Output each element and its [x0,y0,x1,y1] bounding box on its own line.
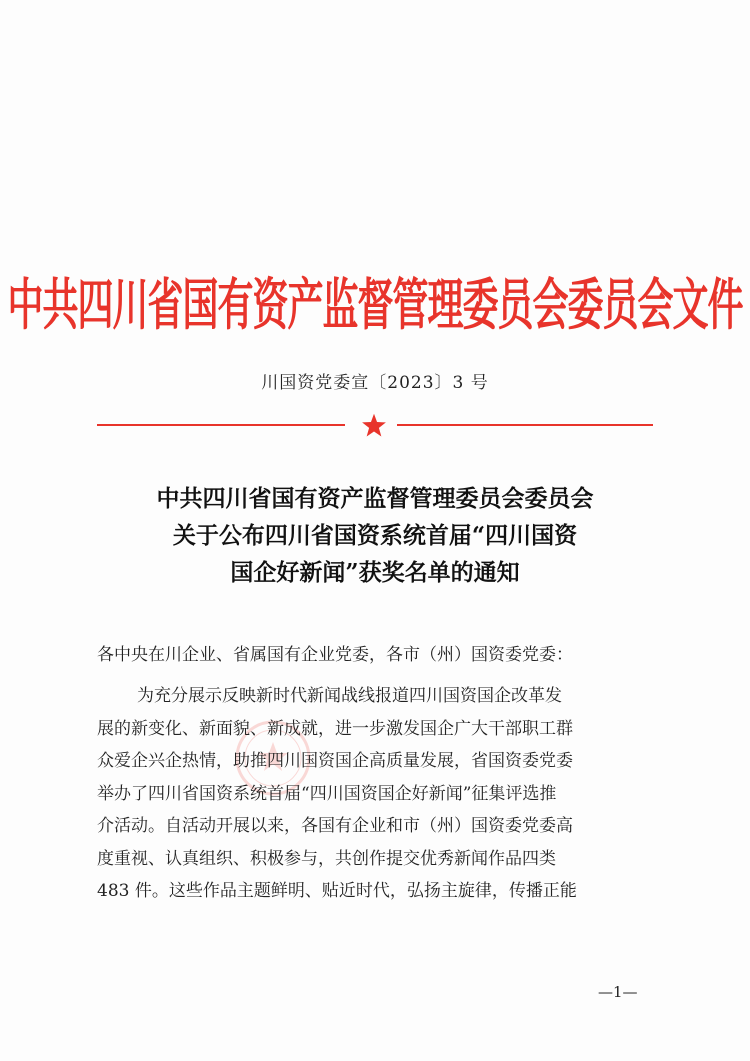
body-paragraph [97,680,657,908]
notice-title [0,480,750,591]
body-line: 为充分展示反映新时代新闻战线报道四川国资国企改革发 [137,686,562,706]
title-line: 关于公布四川省国资系统首届“四川国资 [172,522,578,549]
divider-line-left [97,424,345,426]
title-line: 中共四川省国有资产监督管理委员会委员会 [156,485,594,512]
divider-line-right [397,424,653,426]
body-line: 展的新变化、新面貌、新成就，进一步激发国企广大干部职工群 [97,718,573,739]
page-number: —1— [598,983,638,1001]
star-icon [360,412,388,440]
body-line: 众爱企兴企热情，助推四川国资国企高质量发展，省国资委党委 [97,751,573,771]
body-line: 举办了四川省国资系统首届“四川国资国企好新闻”征集评选推 [97,783,557,804]
document-number: 川国资党委宣〔2023〕3 号 [261,373,489,393]
salutation: 各中央在川企业、省属国有企业党委，各市（州）国资委党委： [97,645,573,665]
body-line: 483 件。这些作品主题鲜明、贴近时代，弘扬主旋律，传播正能 [97,881,577,901]
title-line: 国企好新闻”获奖名单的通知 [230,559,520,586]
red-divider [97,410,653,440]
issuer-header: 中共四川省国有资产监督管理委员会委员会文件 [7,272,743,338]
body-line: 度重视、认真组织、积极参与，共创作提交优秀新闻作品四类 [97,848,556,869]
body-line: 介活动。自活动开展以来，各国有企业和市（州）国资委党委高 [97,816,573,836]
